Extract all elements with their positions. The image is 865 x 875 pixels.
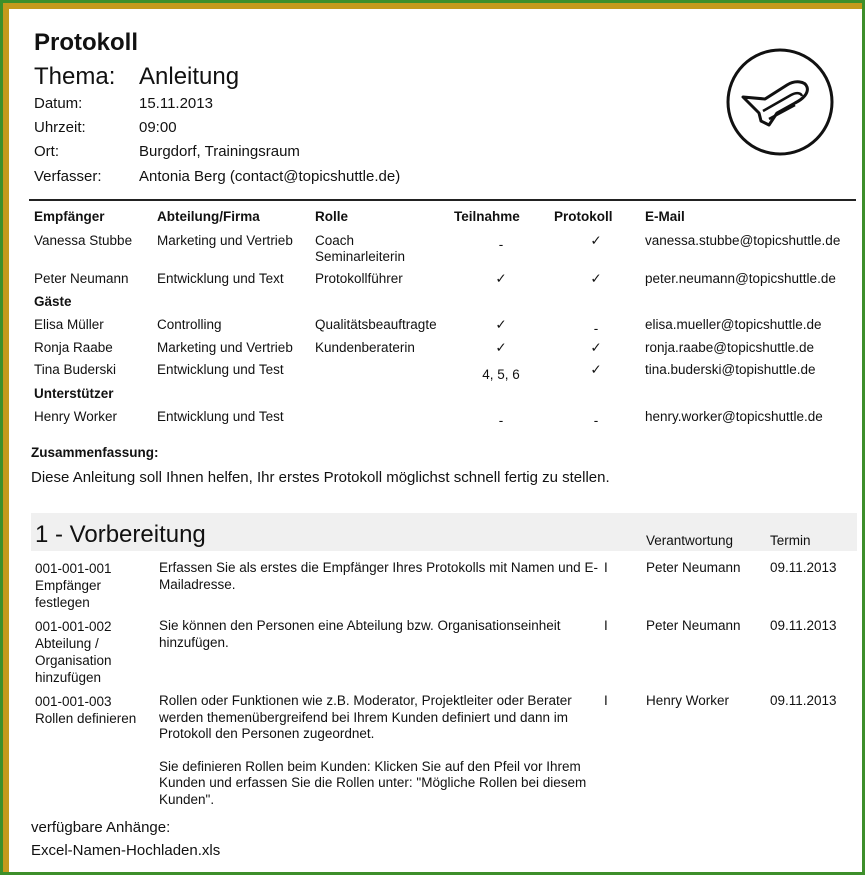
task-description-paragraph: Sie definieren Rollen beim Kunden: Klicken Sie auf den Pfeil vor Ihrem Kunden und erfassen Sie die Rollen unter: "Mögliche Rollen bei diesem Kunden". bbox=[159, 758, 587, 807]
participant-dept: Entwicklung und Text bbox=[157, 271, 284, 286]
participant-protocol: ✓ bbox=[590, 271, 602, 286]
task-responsible: Henry Worker bbox=[646, 693, 730, 708]
task-id bbox=[35, 693, 150, 727]
section-title: 1 - Vorbereitung bbox=[35, 521, 206, 548]
col-teilnahme: Teilnahme bbox=[454, 209, 520, 224]
task-number: 001-001-001 bbox=[35, 561, 112, 576]
document-page bbox=[9, 9, 862, 872]
col-protokoll: Protokoll bbox=[554, 209, 613, 224]
participant-email[interactable]: peter.neumann@topicshuttle.de bbox=[645, 271, 836, 286]
task-deadline: 09.11.2013 bbox=[770, 618, 837, 633]
task-id bbox=[35, 618, 150, 686]
attachments-heading: verfügbare Anhänge: bbox=[31, 819, 171, 836]
participant-email[interactable]: ronja.raabe@topicshuttle.de bbox=[645, 340, 815, 355]
participant-dept: Entwicklung und Test bbox=[157, 362, 284, 377]
task-description: Sie können den Personen eine Abteilung bzw. Organisationseinheit hinzufügen. bbox=[159, 618, 561, 650]
thema-value: Anleitung bbox=[139, 63, 240, 90]
summary-text: Diese Anleitung soll Ihnen helfen, Ihr erstes Protokoll möglichst schnell fertig zu stellen. bbox=[31, 469, 610, 486]
participant-email[interactable]: elisa.mueller@topicshuttle.de bbox=[645, 317, 822, 332]
datum-label: Datum: bbox=[34, 95, 83, 112]
participant-protocol: ✓ bbox=[590, 233, 602, 248]
participant-attend: 4, 5, 6 bbox=[482, 367, 520, 382]
summary-heading: Zusammenfassung: bbox=[31, 445, 159, 460]
task-name: Empfänger festlegen bbox=[35, 578, 102, 610]
col-rolle: Rolle bbox=[315, 209, 349, 224]
col-abteilung: Abteilung/Firma bbox=[157, 209, 260, 224]
task-type: I bbox=[604, 560, 608, 575]
col-verantwortung: Verantwortung bbox=[646, 533, 734, 548]
datum-value: 15.11.2013 bbox=[139, 95, 213, 112]
uhrzeit-label: Uhrzeit: bbox=[34, 119, 86, 136]
topicshuttle-shuttle-logo-icon bbox=[725, 47, 835, 157]
ort-label: Ort: bbox=[34, 143, 59, 160]
verfasser-value: Antonia Berg (contact@topicshuttle.de) bbox=[139, 168, 401, 185]
task-responsible: Peter Neumann bbox=[646, 560, 741, 575]
participant-attend: ✓ bbox=[495, 271, 507, 286]
thema-label: Thema: bbox=[34, 63, 116, 90]
task-description: Erfassen Sie als erstes die Empfänger Ihres Protokolls mit Namen und E-Mailadresse. bbox=[159, 560, 598, 592]
task-id bbox=[35, 560, 150, 611]
participant-email[interactable]: vanessa.stubbe@topicshuttle.de bbox=[645, 233, 841, 248]
verfasser-label: Verfasser: bbox=[34, 168, 102, 185]
col-email: E-Mail bbox=[645, 209, 685, 224]
participant-dept: Marketing und Vertrieb bbox=[157, 233, 293, 248]
participant-role: Kundenberaterin bbox=[315, 340, 415, 355]
group-gaeste: Gäste bbox=[34, 294, 72, 309]
participant-name: Peter Neumann bbox=[34, 271, 129, 286]
task-type: I bbox=[604, 693, 608, 708]
participant-protocol: ✓ bbox=[590, 362, 602, 377]
participant-attend: - bbox=[498, 413, 504, 428]
participant-name: Ronja Raabe bbox=[34, 340, 113, 355]
participant-name: Elisa Müller bbox=[34, 317, 104, 332]
participant-dept: Controlling bbox=[157, 317, 222, 332]
participant-protocol: - bbox=[593, 321, 599, 336]
participant-email[interactable]: henry.worker@topicshuttle.de bbox=[645, 409, 823, 424]
document-title: Protokoll bbox=[34, 29, 139, 56]
participant-role: Qualitätsbeauftragte bbox=[315, 317, 437, 332]
col-empfaenger: Empfänger bbox=[34, 209, 105, 224]
task-name: Abteilung / Organisation hinzufügen bbox=[35, 636, 112, 685]
participant-dept: Entwicklung und Test bbox=[157, 409, 284, 424]
participant-protocol: - bbox=[593, 413, 599, 428]
participant-attend: ✓ bbox=[495, 317, 507, 332]
participant-name: Tina Buderski bbox=[34, 362, 117, 377]
task-deadline: 09.11.2013 bbox=[770, 560, 837, 575]
ort-value: Burgdorf, Trainingsraum bbox=[139, 143, 300, 160]
task-responsible: Peter Neumann bbox=[646, 618, 741, 633]
task-description-paragraph: Rollen oder Funktionen wie z.B. Moderator, Projektleiter oder Berater werden themenübergreifend bei Ihrem Kunden definiert und dann im Protokoll den Personen zugeordnet. bbox=[159, 693, 572, 741]
task-number: 001-001-003 bbox=[35, 694, 112, 709]
task-description bbox=[159, 693, 599, 808]
col-termin: Termin bbox=[770, 533, 811, 548]
participant-name: Vanessa Stubbe bbox=[34, 233, 133, 248]
task-name: Rollen definieren bbox=[35, 711, 137, 726]
participant-email[interactable]: tina.buderski@topishuttle.de bbox=[645, 362, 816, 377]
task-number: 001-001-002 bbox=[35, 619, 112, 634]
participant-role: Coach bbox=[315, 233, 355, 248]
header-divider bbox=[29, 199, 856, 201]
task-type: I bbox=[604, 618, 608, 633]
participant-dept: Marketing und Vertrieb bbox=[157, 340, 293, 355]
participant-role-line2: Seminarleiterin bbox=[315, 249, 406, 264]
participant-attend: - bbox=[498, 237, 504, 252]
attachment-file-link[interactable]: Excel-Namen-Hochladen.xls bbox=[31, 842, 221, 859]
task-deadline: 09.11.2013 bbox=[770, 693, 837, 708]
participant-attend: ✓ bbox=[495, 340, 507, 355]
participant-role: Protokollführer bbox=[315, 271, 403, 286]
participant-protocol: ✓ bbox=[590, 340, 602, 355]
uhrzeit-value: 09:00 bbox=[139, 119, 177, 136]
participant-name: Henry Worker bbox=[34, 409, 118, 424]
group-unterstuetzer: Unterstützer bbox=[34, 386, 114, 401]
